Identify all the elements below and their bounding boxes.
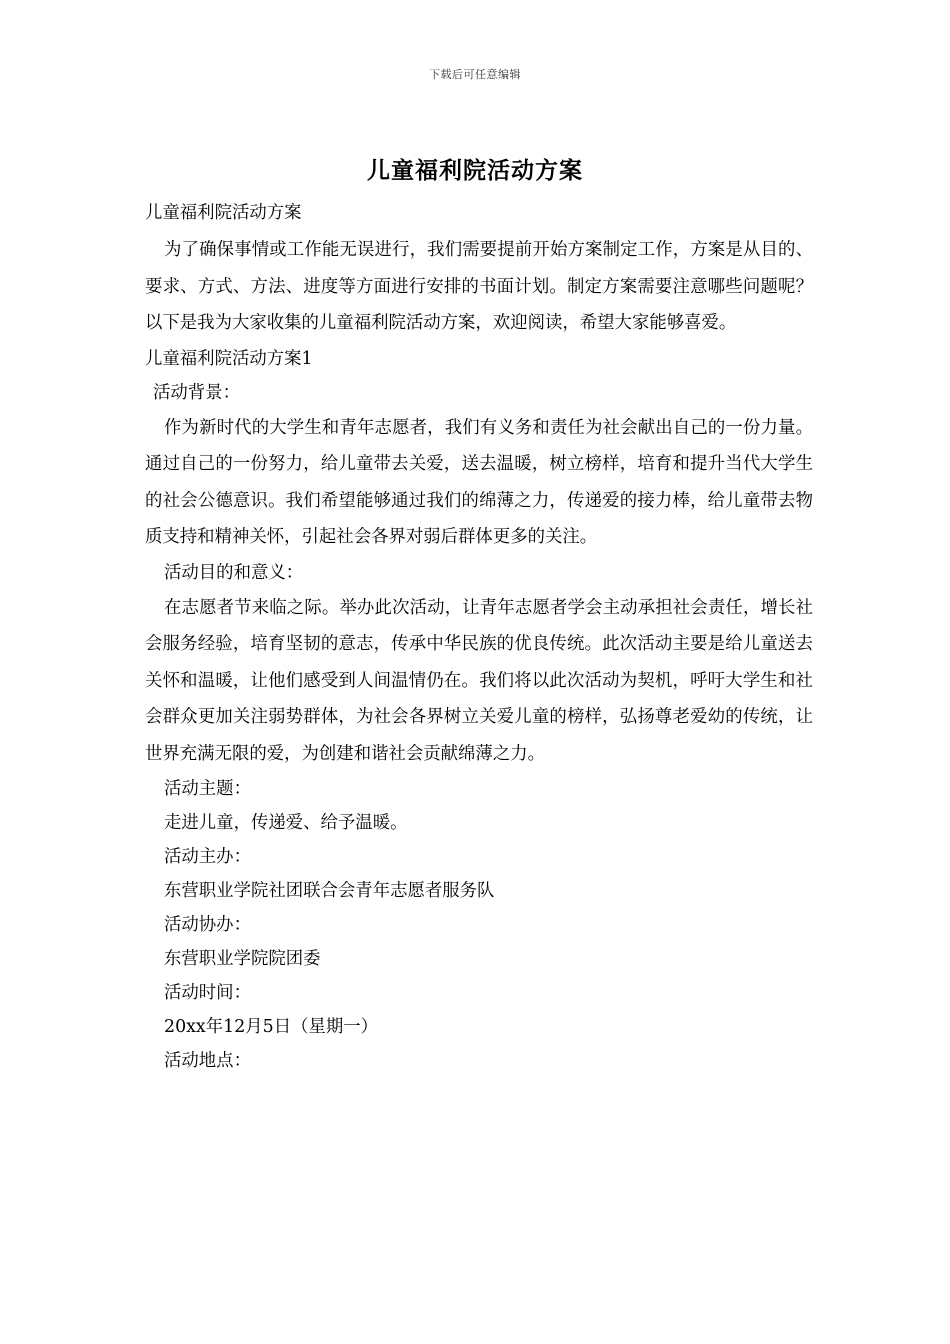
document-title: 儿童福利院活动方案 (367, 157, 583, 184)
time-text: 20xx年12月5日（星期一） (164, 1017, 379, 1037)
purpose-paragraph: 在志愿者节来临之际。举办此次活动，让青年志愿者学会主动承担社会责任，增长社会服务经验，培育坚韧的意志，传承中华民族的优良传统。此次活动主要是给儿童送去关怀和温暖，让他们感受到人间温情仍在。我们将以此次活动为契机，呼吁大学生和社会群众更加关注弱势群体，为社会各界树立关爱儿童的榜样，弘扬尊老爱幼的传统，让世界充满无限的爱，为创建和谐社会贡献绵薄之力。 (145, 597, 813, 764)
intro-paragraph: 为了确保事情或工作能无误进行，我们需要提前开始方案制定工作，方案是从目的、要求、方式、方法、进度等方面进行安排的书面计划。制定方案需要注意哪些问题呢？以下是我为大家收集的儿童福利院活动方案，欢迎阅读，希望大家能够喜爱。 (145, 240, 813, 333)
time-label: 活动时间： (164, 983, 251, 1003)
theme-text: 走进儿童，传递爱、给予温暖。 (164, 813, 408, 833)
background-paragraph: 作为新时代的大学生和青年志愿者，我们有义务和责任为社会献出自己的一份力量。通过自己的一份努力，给儿童带去关爱，送去温暖，树立榜样，培育和提升当代大学生的社会公德意识。我们希望能够通过我们的绵薄之力，传递爱的接力棒，给儿童带去物质支持和精神关怀，引起社会各界对弱后群体更多的关注。 (145, 417, 813, 547)
purpose-label: 活动目的和意义： (164, 562, 304, 583)
theme-label: 活动主题： (164, 779, 251, 799)
document-body (145, 196, 813, 1078)
place-label: 活动地点： (164, 1051, 251, 1071)
cohost-label: 活动协办： (164, 915, 251, 935)
host-label: 活动主办： (164, 847, 251, 867)
host-text: 东营职业学院社团联合会青年志愿者服务队 (164, 881, 495, 901)
subtitle: 儿童福利院活动方案 (145, 203, 302, 223)
cohost-text: 东营职业学院院团委 (164, 949, 321, 969)
section1-title: 儿童福利院活动方案1 (145, 348, 313, 369)
header-note: 下载后可任意编辑 (429, 68, 521, 81)
background-label: 活动背景： (153, 382, 240, 403)
